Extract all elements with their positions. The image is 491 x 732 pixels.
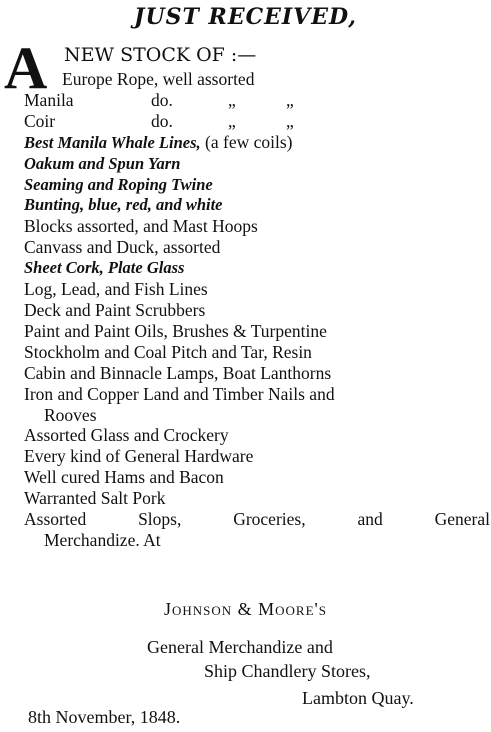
- list-item: [24, 90, 490, 111]
- list-item: Every kind of General Hardware: [24, 446, 254, 467]
- ditto-text: do.: [151, 89, 173, 110]
- ditto-text: do.: [151, 110, 173, 131]
- ditto-mark: „: [228, 89, 236, 110]
- closing-word: Slops,: [138, 509, 182, 530]
- closing-word: General: [434, 509, 490, 530]
- list-item: Log, Lead, and Fish Lines: [24, 279, 208, 300]
- list-item: [24, 69, 490, 90]
- list-item: Assorted Glass and Crockery: [24, 425, 229, 446]
- seller-name: Johnson & Moore's: [163, 599, 328, 619]
- closing-word: and: [357, 509, 383, 530]
- list-item: Sheet Cork, Plate Glass: [24, 258, 185, 278]
- closing-line: [24, 509, 490, 530]
- list-item: Bunting, blue, red, and white: [24, 195, 223, 215]
- list-item: Iron and Copper Land and Timber Nails and: [24, 383, 335, 404]
- item-text: Europe Rope, well assorted: [62, 69, 255, 89]
- list-item: [24, 132, 490, 154]
- list-item: Oakum and Spun Yarn: [24, 153, 181, 173]
- list-item: Well cured Hams and Bacon: [24, 467, 224, 488]
- closing-word: Groceries,: [233, 509, 306, 530]
- item-text: Manila: [24, 89, 74, 110]
- item-suffix: (a few coils): [200, 131, 293, 152]
- list-item: Warranted Salt Pork: [24, 488, 166, 509]
- list-item: Blocks assorted, and Mast Hoops: [24, 216, 258, 237]
- item-text: Best Manila Whale Lines,: [24, 132, 201, 152]
- ditto-mark: „: [286, 110, 294, 131]
- list-item: Rooves: [44, 404, 97, 425]
- closing-word: Assorted: [24, 509, 87, 530]
- stock-list: [24, 69, 490, 551]
- ditto-mark: „: [228, 110, 236, 131]
- list-item: Deck and Paint Scrubbers: [24, 299, 206, 320]
- advertisement-heading: JUST RECEIVED,: [134, 4, 357, 30]
- item-text: Coir: [24, 110, 56, 131]
- address-line: General Merchandize and: [147, 637, 333, 657]
- address-line: Ship Chandlery Stores,: [204, 661, 371, 681]
- ditto-mark: „: [286, 89, 294, 110]
- list-item: Cabin and Binnacle Lamps, Boat Lanthorns: [24, 362, 332, 383]
- address-line: Lambton Quay.: [302, 688, 414, 708]
- list-item: Stockholm and Coal Pitch and Tar, Resin: [24, 341, 312, 362]
- list-item: Paint and Paint Oils, Brushes & Turpentine: [24, 320, 327, 341]
- list-item: [24, 111, 490, 132]
- advertisement-date: 8th November, 1848.: [28, 707, 181, 727]
- closing-continuation: Merchandize. At: [44, 529, 161, 550]
- list-item: Canvass and Duck, assorted: [24, 237, 221, 258]
- opening-line: NEW STOCK OF :—: [64, 44, 257, 66]
- list-item: Seaming and Roping Twine: [24, 174, 213, 194]
- drop-cap: A: [4, 35, 48, 101]
